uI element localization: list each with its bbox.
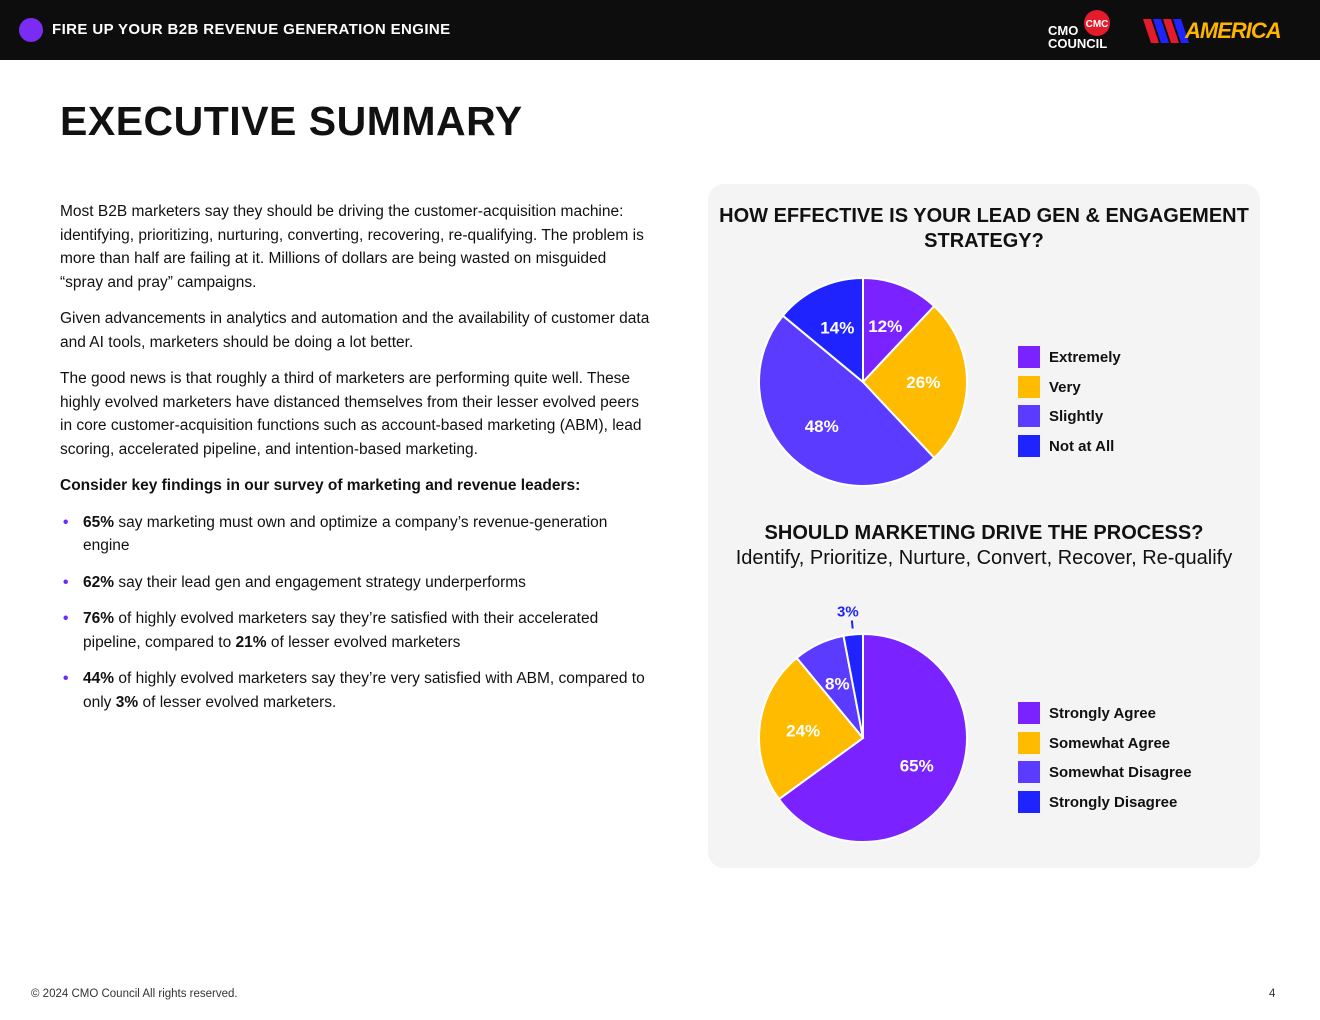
finding-stat: 76% — [83, 610, 115, 627]
findings-list — [60, 511, 650, 715]
legend-label: Extremely — [1049, 349, 1121, 366]
legend-swatch — [1018, 761, 1040, 783]
header-bar — [0, 0, 1320, 60]
legend-label: Very — [1049, 378, 1081, 396]
finding-item — [60, 571, 650, 595]
bullet-icon: • — [63, 513, 69, 531]
pie-data-label: 26% — [906, 373, 941, 392]
pie-data-label: 24% — [786, 721, 821, 741]
chart-2-pie — [758, 603, 968, 843]
cmo-logo-line2: COUNCIL — [1048, 36, 1108, 51]
paragraph-3: The good news is that roughly a third of marketers are performing quite well. These highly evolved marketers have distanced themselves from their lesser evolved peers in core customer-acquisition functions such as account-based marketing (ABM), lead scoring, accelerated pipeline, and intention-based marketing. — [60, 370, 642, 458]
legend-swatch — [1018, 791, 1040, 813]
america-logo-word: AMERICA — [1185, 18, 1281, 43]
legend-swatch — [1018, 435, 1040, 457]
chart-2-subtitle: Identify, Prioritize, Nurture, Convert, Recover, Re-qualify — [735, 547, 1233, 569]
finding-stat: 62% — [83, 573, 115, 591]
charts-panel — [708, 184, 1260, 868]
finding-text-2: of lesser evolved marketers. — [138, 693, 337, 711]
finding-text: say their lead gen and engagement strategy underperforms — [114, 573, 526, 591]
bullet-icon: • — [63, 670, 69, 687]
chart-2-title: SHOULD MARKETING DRIVE THE PROCESS? — [764, 522, 1204, 544]
page-title: EXECUTIVE SUMMARY — [60, 98, 523, 144]
finding-item — [60, 607, 650, 654]
legend-label: Strongly Disagree — [1049, 793, 1178, 811]
cmo-logo-line1: CMO — [1048, 23, 1079, 38]
legend-label: Not at All — [1049, 437, 1115, 455]
findings-lead: Consider key findings in our survey of marketing and revenue leaders: — [60, 477, 581, 494]
finding-text: of highly evolved marketers say they’re very satisfied with ABM, compared to only — [83, 670, 645, 711]
finding-stat-2: 3% — [115, 693, 139, 711]
bullet-icon: • — [63, 573, 69, 591]
pie-leader-line — [852, 621, 853, 629]
pie-data-label: 8% — [825, 674, 850, 694]
paragraph-2: Given advancements in analytics and automation and the availability of customer data and AI tools, marketers should be doing a lot better. — [60, 310, 650, 351]
legend-label: Somewhat Agree — [1049, 734, 1171, 752]
paragraph-1: Most B2B marketers say they should be driving the customer-acquisition machine: identifying, prioritizing, nurturing, converting, recovering, re-qualifying. The problem is more than half are failing at it. Millions of dollars are being wasted on misguided “spray and pray” campaigns. — [60, 203, 644, 291]
finding-stat: 44% — [83, 670, 115, 687]
finding-item — [60, 667, 650, 714]
america-stripes-icon — [1143, 17, 1189, 45]
legend-swatch — [1018, 405, 1040, 427]
legend-swatch — [1018, 346, 1040, 368]
cmo-council-logo[interactable] — [1046, 8, 1116, 54]
legend-swatch — [1018, 376, 1040, 398]
finding-item — [60, 511, 650, 558]
pie-data-label: 3% — [837, 603, 859, 621]
legend-swatch — [1018, 732, 1040, 754]
finding-stat-2: 21% — [235, 633, 267, 651]
cmo-seal-text: CMC — [1085, 19, 1109, 30]
america-logo[interactable] — [1143, 17, 1299, 45]
pie-data-label: 14% — [820, 318, 855, 338]
pie-data-label: 65% — [899, 756, 934, 776]
bullet-icon: • — [63, 610, 69, 627]
pie-data-label: 48% — [804, 416, 839, 436]
legend-label: Strongly Agree — [1049, 705, 1156, 722]
legend-label: Somewhat Disagree — [1049, 764, 1192, 781]
legend-label: Slightly — [1049, 408, 1104, 425]
cmo-seal-icon — [1082, 8, 1112, 38]
purple-dot-icon — [19, 18, 43, 42]
finding-text-2: of lesser evolved marketers — [266, 633, 461, 651]
chart-1-pie — [758, 277, 968, 487]
copyright: © 2024 CMO Council All rights reserved. — [31, 988, 238, 1000]
header-banner: FIRE UP YOUR B2B REVENUE GENERATION ENGINE — [52, 21, 451, 38]
finding-text: say marketing must own and optimize a company’s revenue-generation engine — [83, 513, 608, 554]
pie-data-label: 12% — [868, 316, 903, 336]
page-number: 4 — [1269, 988, 1276, 1000]
finding-stat: 65% — [83, 513, 115, 531]
summary-text — [60, 200, 650, 727]
finding-text: of highly evolved marketers say they’re satisfied with their accelerated pipeline, compared to — [83, 610, 599, 651]
chart-1-title: HOW EFFECTIVE IS YOUR LEAD GEN & ENGAGEMENT STRATEGY? — [719, 205, 1249, 252]
legend-swatch — [1018, 702, 1040, 724]
